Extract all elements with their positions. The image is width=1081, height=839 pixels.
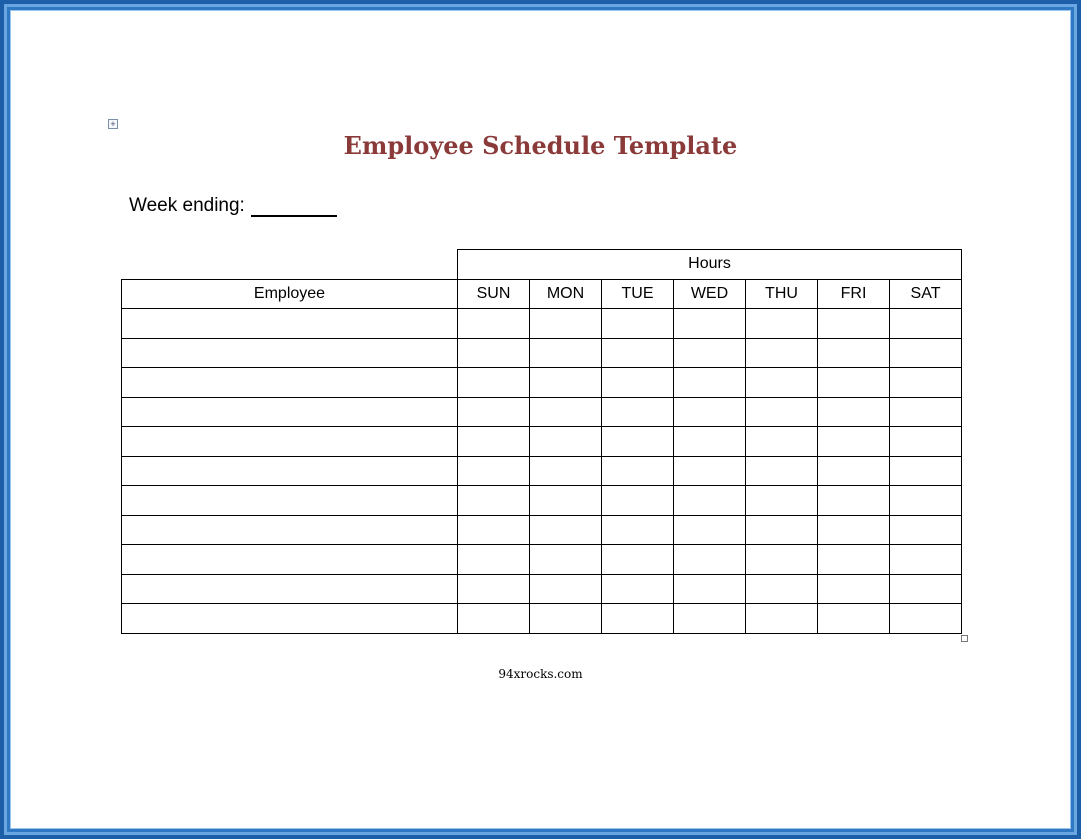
hours-cell-sat[interactable] (890, 456, 962, 486)
employee-cell[interactable] (122, 486, 458, 516)
day-header-wed: WED (674, 279, 746, 309)
page-title: Employee Schedule Template (343, 131, 738, 160)
table-row (122, 545, 962, 575)
hours-cell-thu[interactable] (746, 574, 818, 604)
hours-cell-mon[interactable] (530, 368, 602, 398)
hours-cell-wed[interactable] (674, 427, 746, 457)
hours-cell-tue[interactable] (602, 456, 674, 486)
employee-cell[interactable] (122, 368, 458, 398)
hours-cell-sat[interactable] (890, 338, 962, 368)
hours-cell-sat[interactable] (890, 427, 962, 457)
employee-cell[interactable] (122, 574, 458, 604)
employee-cell[interactable] (122, 309, 458, 339)
hours-cell-thu[interactable] (746, 397, 818, 427)
hours-cell-tue[interactable] (602, 604, 674, 634)
hours-cell-sat[interactable] (890, 604, 962, 634)
document-page (10, 10, 1071, 829)
table-row (122, 604, 962, 634)
hours-cell-thu[interactable] (746, 368, 818, 398)
blank-corner-cell (122, 250, 458, 280)
hours-header: Hours (458, 250, 962, 280)
hours-cell-mon[interactable] (530, 309, 602, 339)
hours-cell-fri[interactable] (818, 456, 890, 486)
hours-cell-wed[interactable] (674, 309, 746, 339)
employee-cell[interactable] (122, 427, 458, 457)
hours-cell-wed[interactable] (674, 574, 746, 604)
hours-cell-fri[interactable] (818, 604, 890, 634)
hours-cell-sun[interactable] (458, 456, 530, 486)
hours-cell-sat[interactable] (890, 368, 962, 398)
day-header-fri: FRI (818, 279, 890, 309)
hours-cell-sat[interactable] (890, 397, 962, 427)
week-ending-label: Week ending: (129, 195, 245, 216)
table-row (122, 486, 962, 516)
table-row (122, 309, 962, 339)
day-header-row (122, 279, 962, 309)
hours-cell-wed[interactable] (674, 456, 746, 486)
hours-cell-wed[interactable] (674, 486, 746, 516)
hours-cell-sat[interactable] (890, 574, 962, 604)
hours-cell-wed[interactable] (674, 545, 746, 575)
schedule-table (121, 249, 962, 634)
hours-cell-wed[interactable] (674, 604, 746, 634)
table-row (122, 427, 962, 457)
table-row (122, 515, 962, 545)
employee-header: Employee (122, 279, 458, 309)
hours-cell-fri[interactable] (818, 309, 890, 339)
footer-watermark: 94xrocks.com (498, 667, 583, 681)
hours-cell-mon[interactable] (530, 515, 602, 545)
hours-cell-sun[interactable] (458, 338, 530, 368)
hours-cell-thu[interactable] (746, 309, 818, 339)
hours-cell-wed[interactable] (674, 368, 746, 398)
employee-cell[interactable] (122, 397, 458, 427)
hours-cell-fri[interactable] (818, 368, 890, 398)
hours-cell-thu[interactable] (746, 604, 818, 634)
hours-cell-wed[interactable] (674, 515, 746, 545)
day-header-sun: SUN (458, 279, 530, 309)
hours-cell-tue[interactable] (602, 515, 674, 545)
hours-cell-mon[interactable] (530, 486, 602, 516)
employee-cell[interactable] (122, 338, 458, 368)
hours-cell-thu[interactable] (746, 486, 818, 516)
hours-cell-tue[interactable] (602, 486, 674, 516)
employee-cell[interactable] (122, 456, 458, 486)
hours-cell-thu[interactable] (746, 545, 818, 575)
hours-cell-tue[interactable] (602, 397, 674, 427)
day-header-mon: MON (530, 279, 602, 309)
hours-cell-tue[interactable] (602, 574, 674, 604)
hours-cell-sat[interactable] (890, 545, 962, 575)
table-row (122, 397, 962, 427)
hours-cell-fri[interactable] (818, 397, 890, 427)
hours-cell-fri[interactable] (818, 486, 890, 516)
hours-cell-mon[interactable] (530, 545, 602, 575)
hours-cell-sun[interactable] (458, 574, 530, 604)
table-row (122, 574, 962, 604)
hours-cell-sun[interactable] (458, 397, 530, 427)
hours-cell-fri[interactable] (818, 427, 890, 457)
hours-cell-fri[interactable] (818, 545, 890, 575)
hours-cell-sun[interactable] (458, 368, 530, 398)
day-header-thu: THU (746, 279, 818, 309)
hours-cell-mon[interactable] (530, 604, 602, 634)
week-ending (129, 195, 337, 217)
hours-cell-tue[interactable] (602, 545, 674, 575)
hours-cell-thu[interactable] (746, 456, 818, 486)
hours-cell-wed[interactable] (674, 397, 746, 427)
table-row (122, 338, 962, 368)
hours-cell-thu[interactable] (746, 515, 818, 545)
hours-cell-sun[interactable] (458, 604, 530, 634)
employee-cell[interactable] (122, 515, 458, 545)
hours-cell-sun[interactable] (458, 545, 530, 575)
hours-cell-tue[interactable] (602, 309, 674, 339)
hours-cell-sat[interactable] (890, 309, 962, 339)
hours-header-row (122, 250, 962, 280)
hours-cell-fri[interactable] (818, 515, 890, 545)
hours-cell-sun[interactable] (458, 427, 530, 457)
frame-inner-border-2 (7, 7, 1074, 832)
hours-cell-tue[interactable] (602, 368, 674, 398)
hours-cell-tue[interactable] (602, 338, 674, 368)
hours-cell-thu[interactable] (746, 427, 818, 457)
hours-cell-sun[interactable] (458, 486, 530, 516)
week-ending-blank (251, 197, 337, 217)
hours-cell-mon[interactable] (530, 574, 602, 604)
hours-cell-mon[interactable] (530, 456, 602, 486)
hours-cell-sat[interactable] (890, 486, 962, 516)
employee-cell[interactable] (122, 545, 458, 575)
table-row (122, 368, 962, 398)
hours-cell-thu[interactable] (746, 338, 818, 368)
table-resize-handle[interactable] (961, 635, 968, 642)
day-header-sat: SAT (890, 279, 962, 309)
employee-cell[interactable] (122, 604, 458, 634)
hours-cell-sun[interactable] (458, 309, 530, 339)
table-row (122, 456, 962, 486)
hours-cell-sat[interactable] (890, 515, 962, 545)
hours-cell-tue[interactable] (602, 427, 674, 457)
hours-cell-fri[interactable] (818, 574, 890, 604)
hours-cell-sun[interactable] (458, 515, 530, 545)
hours-cell-mon[interactable] (530, 427, 602, 457)
hours-cell-wed[interactable] (674, 338, 746, 368)
frame-inner-border (4, 4, 1077, 835)
day-header-tue: TUE (602, 279, 674, 309)
hours-cell-mon[interactable] (530, 338, 602, 368)
table-move-handle-icon[interactable]: + (108, 119, 118, 129)
hours-cell-fri[interactable] (818, 338, 890, 368)
hours-cell-mon[interactable] (530, 397, 602, 427)
